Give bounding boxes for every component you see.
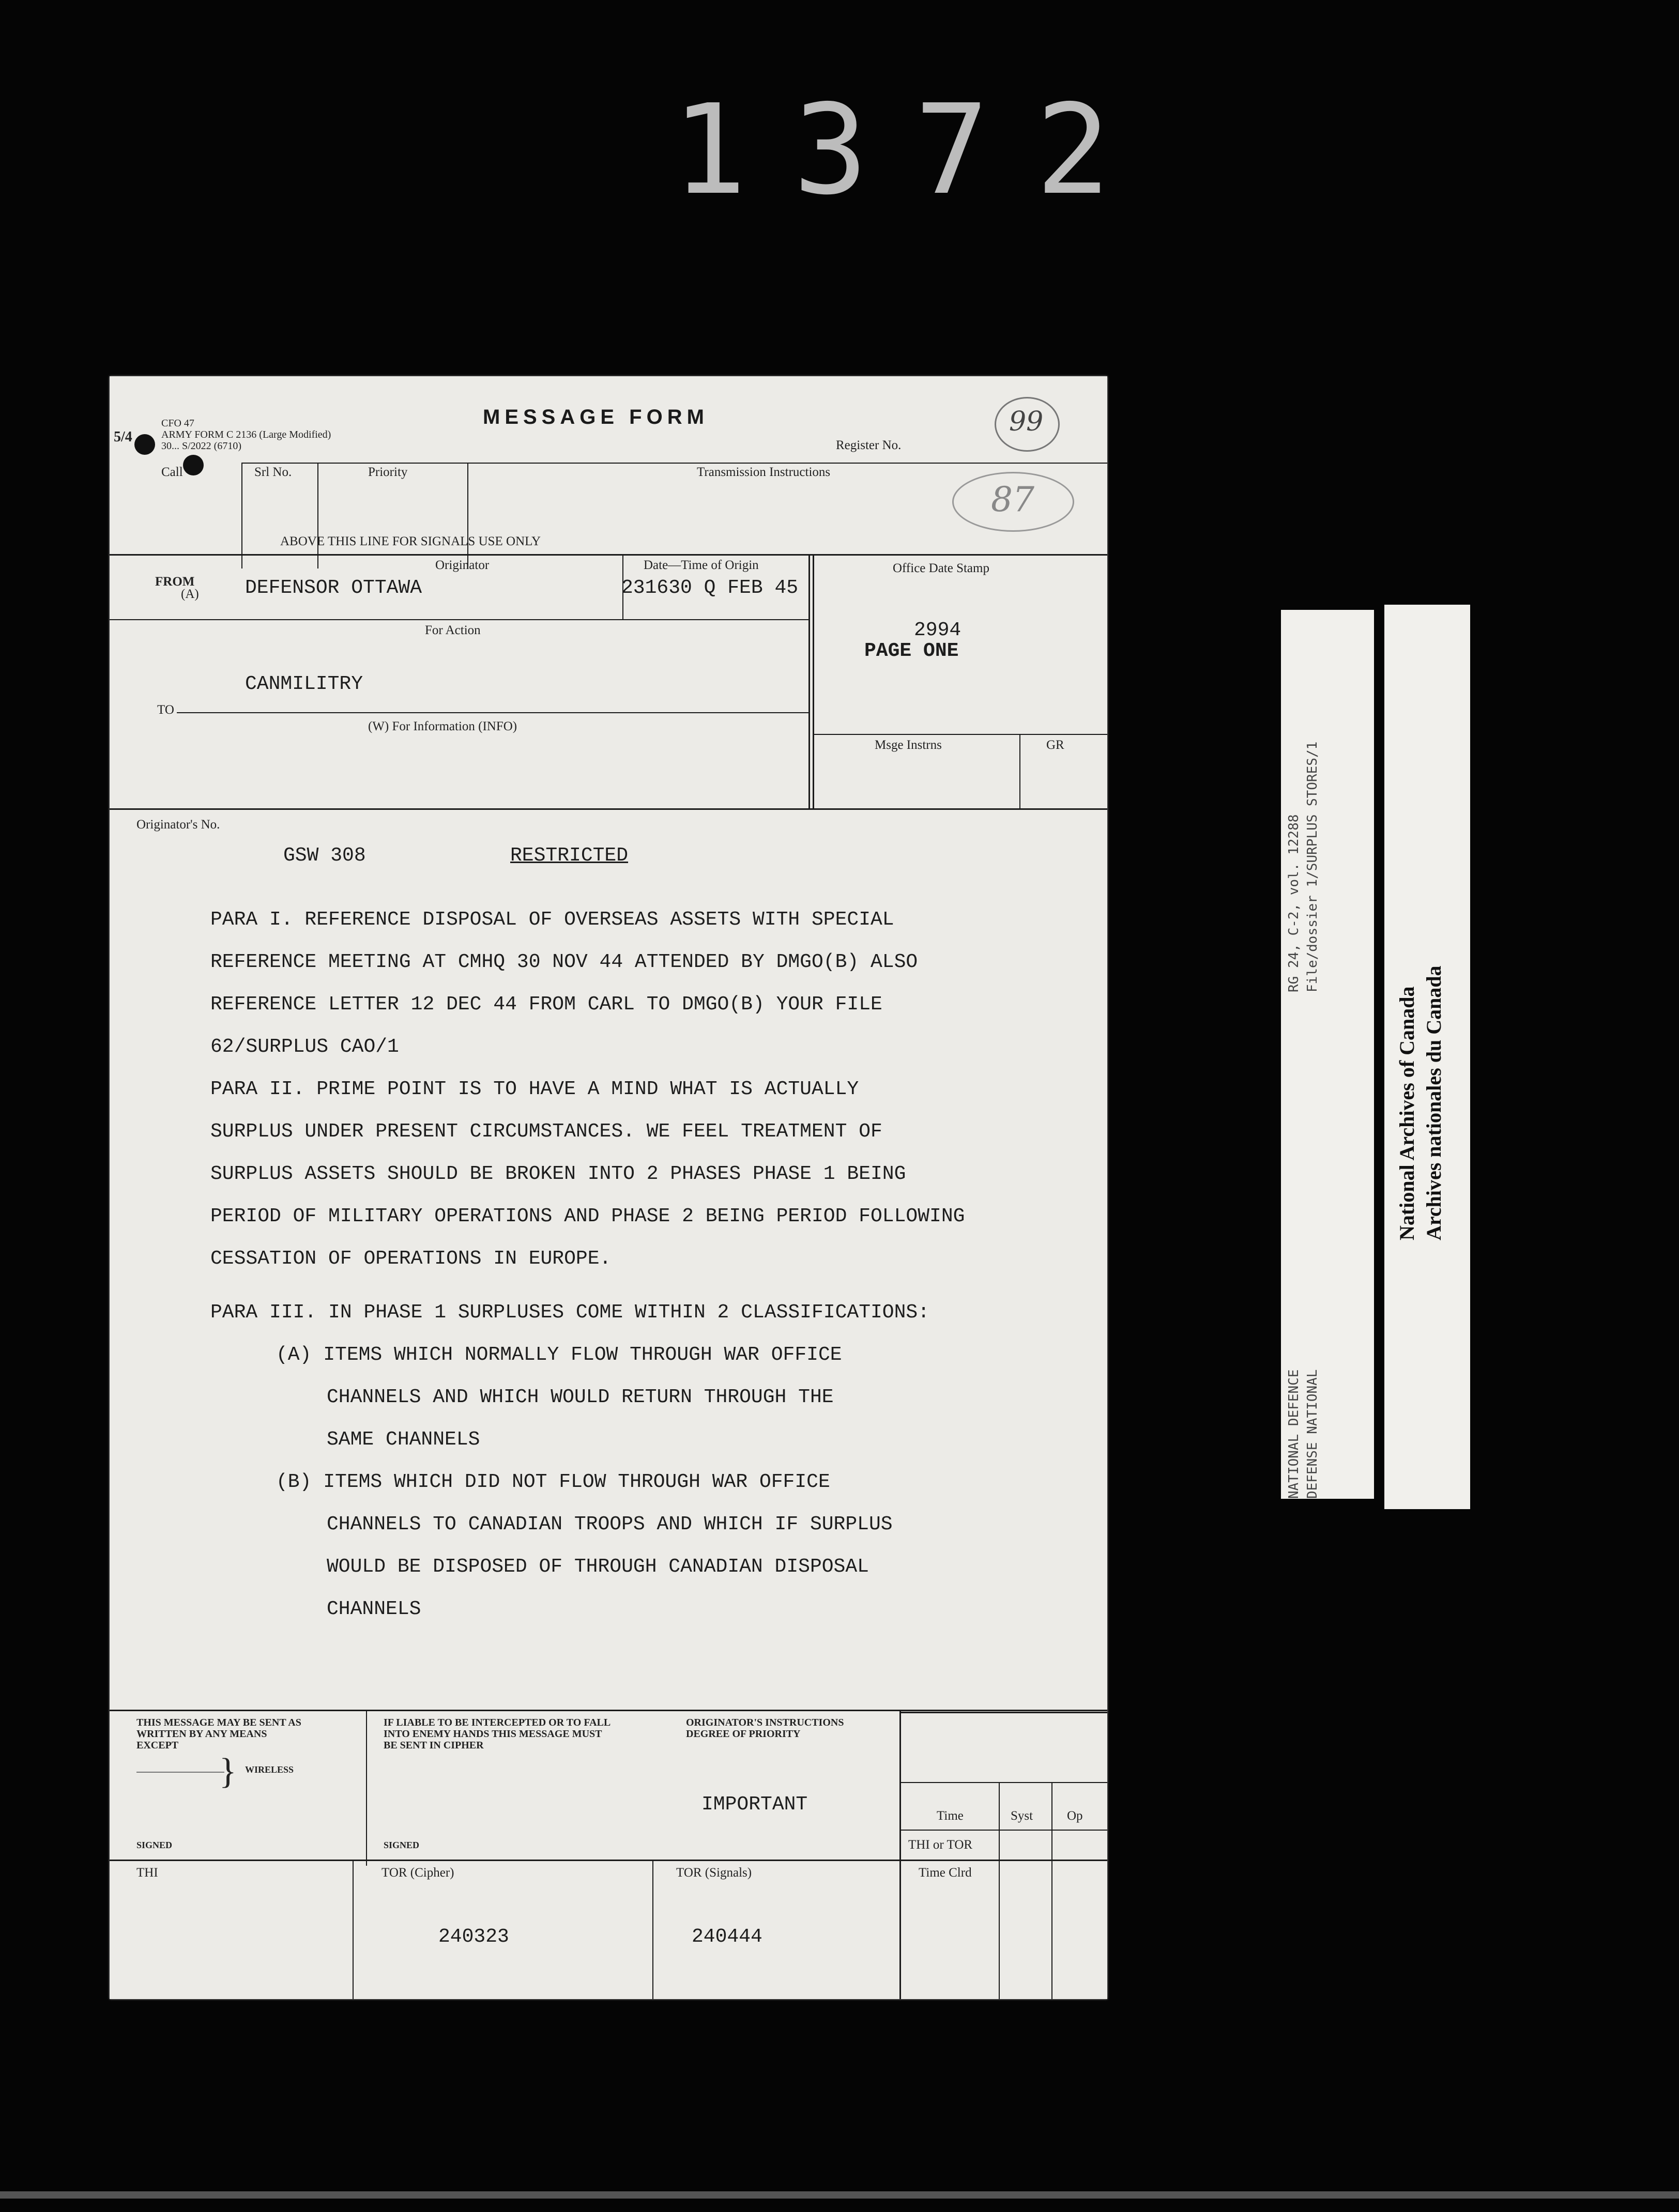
syst-label: Syst	[1011, 1809, 1033, 1823]
punch-hole-icon	[134, 434, 155, 455]
for-action-label: For Action	[425, 623, 481, 637]
to-label: TO	[157, 703, 174, 717]
brace-icon: }	[219, 1752, 237, 1791]
originators-no: GSW 308	[283, 844, 366, 867]
dept-line1: NATIONAL DEFENCE	[1286, 1369, 1302, 1499]
body-line: CHANNELS AND WHICH WOULD RETURN THROUGH THE	[327, 1386, 834, 1408]
hand-number: 87	[991, 480, 1034, 519]
body-line: (B) ITEMS WHICH DID NOT FLOW THROUGH WAR OFFICE	[276, 1471, 830, 1493]
archive-reference-strip	[1281, 610, 1374, 1499]
call-label: Call	[161, 465, 183, 479]
dto-label: Date—Time of Origin	[644, 558, 759, 572]
body-line: PARA III. IN PHASE 1 SURPLUSES COME WITHIN 2 CLASSIFICATIONS:	[210, 1301, 930, 1324]
form-code-1: CFO 47	[161, 418, 194, 429]
body-line: WOULD BE DISPOSED OF THROUGH CANADIAN DISPOSAL	[327, 1556, 869, 1578]
tor-signals-label: TOR (Signals)	[676, 1866, 752, 1880]
thi-label: THI	[136, 1866, 158, 1880]
archive-ref-line2: File/dossier 1/SURPLUS STORES/1	[1305, 741, 1320, 992]
dept-line2: DEFENSE NATIONAL	[1305, 1369, 1320, 1499]
body-line: PERIOD OF MILITARY OPERATIONS AND PHASE 2 BEING PERIOD FOLLOWING	[210, 1205, 965, 1227]
body-line: SAME CHANNELS	[327, 1428, 480, 1451]
footer-col2-line3: BE SENT IN CIPHER	[384, 1740, 484, 1751]
footer-col2-line1: IF LIABLE TO BE INTERCEPTED OR TO FALL	[384, 1717, 611, 1728]
body-line: CHANNELS TO CANADIAN TROOPS AND WHICH IF SURPLUS	[327, 1513, 893, 1535]
body-line: CESSATION OF OPERATIONS IN EUROPE.	[210, 1248, 612, 1270]
from-sub-label: (A)	[181, 587, 199, 601]
priority-label: Priority	[368, 465, 408, 479]
body-line: REFERENCE MEETING AT CMHQ 30 NOV 44 ATTENDED BY DMGO(B) ALSO	[210, 951, 918, 973]
frame-number: 1372	[672, 78, 1157, 222]
dto-value: 231630 Q FEB 45	[621, 577, 799, 599]
archive-name-en: National Archives of Canada	[1395, 986, 1418, 1240]
footer-col3-line2: DEGREE OF PRIORITY	[686, 1728, 801, 1740]
message-form	[110, 376, 1107, 1999]
signed-label: SIGNED	[384, 1840, 420, 1850]
form-title: MESSAGE FORM	[483, 406, 709, 428]
footer-col1-line1: THIS MESSAGE MAY BE SENT AS	[136, 1717, 301, 1728]
time-label: Time	[937, 1809, 964, 1823]
originator-label: Originator	[435, 558, 490, 572]
register-handwritten: 99	[1009, 406, 1044, 437]
tor-cipher-label: TOR (Cipher)	[381, 1866, 454, 1880]
above-line-note: ABOVE THIS LINE FOR SIGNALS USE ONLY	[280, 534, 541, 548]
body-line: (A) ITEMS WHICH NORMALLY FLOW THROUGH WAR OFFICE	[276, 1344, 842, 1366]
body-line: PARA I. REFERENCE DISPOSAL OF OVERSEAS ASSETS WITH SPECIAL	[210, 909, 894, 931]
thi-or-tor-label: THI or TOR	[908, 1838, 973, 1852]
form-code-2: ARMY FORM C 2136 (Large Modified)	[161, 429, 331, 440]
page-label: PAGE ONE	[864, 640, 959, 662]
wireless-label: WIRELESS	[245, 1764, 294, 1775]
punch-hole-icon	[183, 455, 204, 475]
body-line: 62/SURPLUS CAO/1	[210, 1036, 399, 1058]
originators-no-label: Originator's No.	[136, 818, 220, 832]
form-code-3: 30... S/2022 (6710)	[161, 440, 241, 452]
body-line: CHANNELS	[327, 1598, 421, 1620]
stamp-number: 2994	[914, 619, 961, 641]
register-label: Register No.	[836, 438, 902, 452]
op-label: Op	[1067, 1809, 1083, 1823]
body-line: REFERENCE LETTER 12 DEC 44 FROM CARL TO DMGO(B) YOUR FILE	[210, 993, 882, 1016]
footer-col2-line2: INTO ENEMY HANDS THIS MESSAGE MUST	[384, 1728, 602, 1740]
tor-signals-value: 240444	[692, 1926, 762, 1948]
signed-label: SIGNED	[136, 1840, 173, 1850]
priority-value: IMPORTANT	[701, 1793, 808, 1816]
body-line: SURPLUS UNDER PRESENT CIRCUMSTANCES. WE FEEL TREATMENT OF	[210, 1120, 882, 1143]
tor-cipher-value: 240323	[438, 1926, 509, 1948]
body-line: PARA II. PRIME POINT IS TO HAVE A MIND WHAT IS ACTUALLY	[210, 1078, 859, 1100]
archive-name-fr: Archives nationales du Canada	[1422, 965, 1445, 1240]
from-value: DEFENSOR OTTAWA	[245, 577, 422, 599]
footer-col3-line1: ORIGINATOR'S INSTRUCTIONS	[686, 1717, 844, 1728]
film-edge	[0, 2191, 1679, 2199]
side-number: 5/4	[114, 429, 132, 445]
to-value: CANMILITRY	[245, 673, 363, 695]
transmission-label: Transmission Instructions	[697, 465, 831, 479]
body-line: SURPLUS ASSETS SHOULD BE BROKEN INTO 2 PHASES PHASE 1 BEING	[210, 1163, 906, 1185]
archive-name-strip	[1384, 605, 1470, 1509]
gr-label: GR	[1046, 738, 1064, 752]
footer-col1-line2: WRITTEN BY ANY MEANS	[136, 1728, 267, 1740]
info-label: (W) For Information (INFO)	[368, 719, 517, 733]
from-label: FROM	[155, 575, 195, 589]
time-clrd-label: Time Clrd	[919, 1866, 972, 1880]
footer-col1-line3: EXCEPT	[136, 1740, 179, 1751]
srl-no-label: Srl No.	[254, 465, 292, 479]
classification: RESTRICTED	[510, 844, 629, 867]
office-date-stamp-label: Office Date Stamp	[893, 561, 989, 575]
archive-ref-line1: RG 24, C-2, vol. 12288	[1286, 814, 1302, 992]
msge-instrns-label: Msge Instrns	[875, 738, 942, 752]
